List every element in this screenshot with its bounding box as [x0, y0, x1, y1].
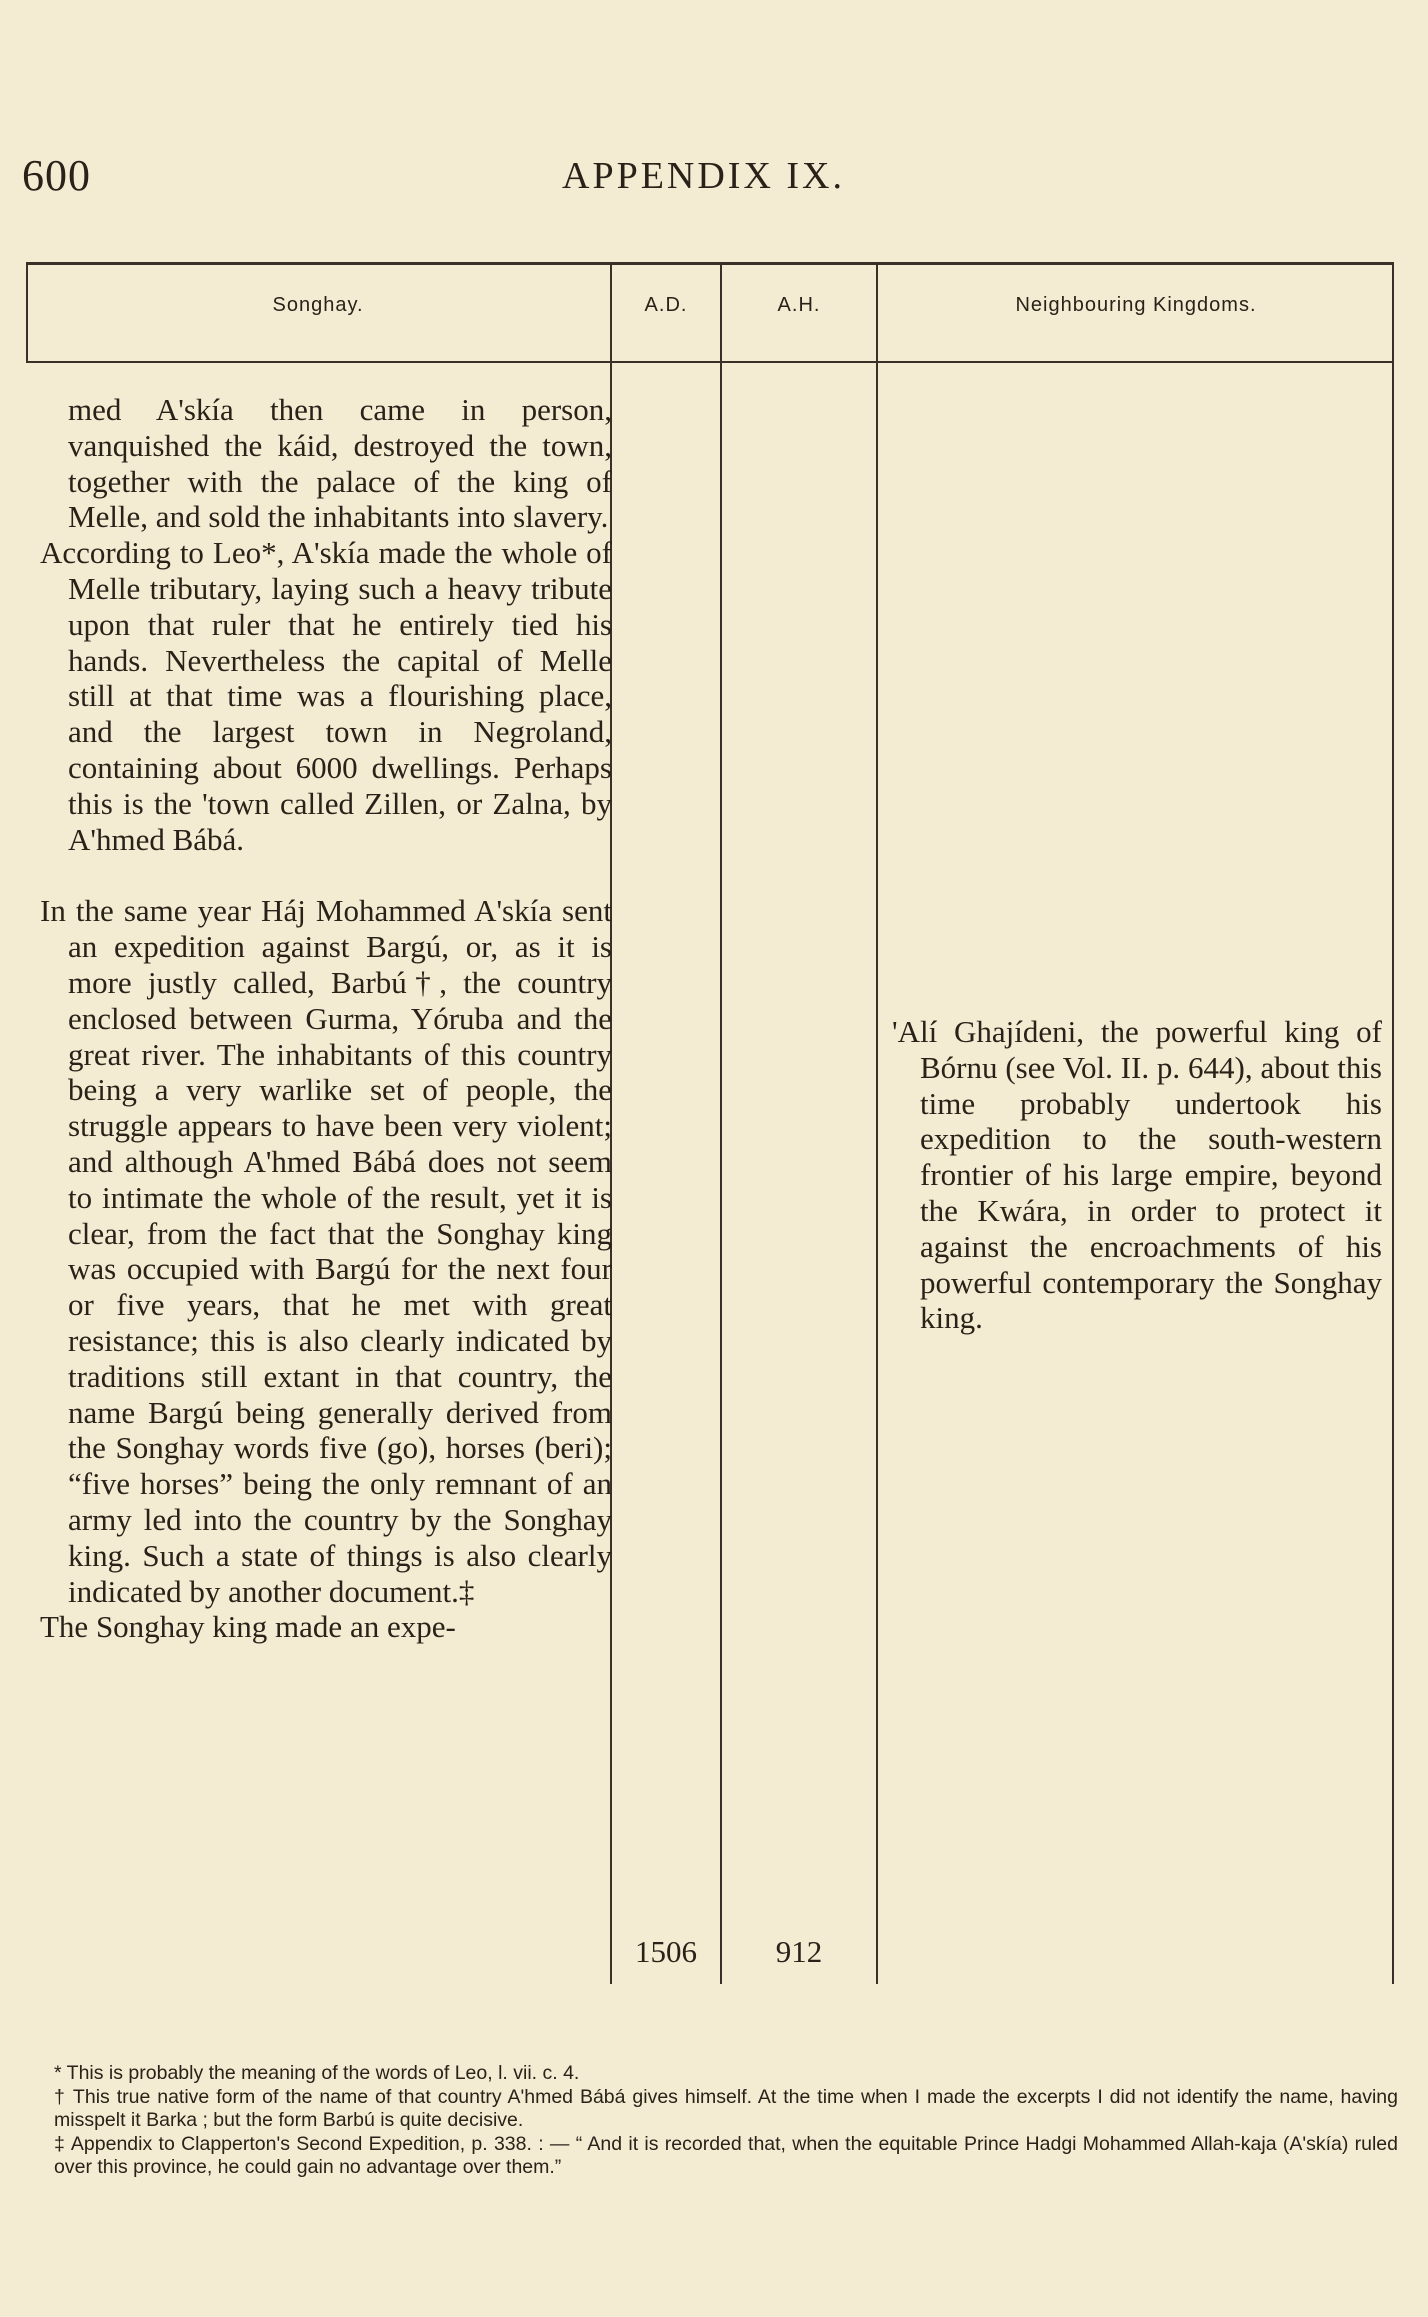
page-header [22, 150, 1382, 210]
year-ah: 912 [775, 1934, 823, 1969]
column-header-neighbouring: Neighbouring Kingdoms. [1015, 294, 1257, 316]
footnotes [30, 2062, 1398, 2180]
running-head: APPENDIX IX. [562, 155, 845, 197]
header-rule-ah [722, 361, 876, 363]
header-rule-ad [612, 361, 720, 363]
header-rule-neighbouring [878, 361, 1394, 363]
column-header-ah: A.H. [777, 294, 821, 316]
year-ad: 1506 [635, 1934, 697, 1969]
footnote-1: * This is probably the meaning of the words of Leo, l. vii. c. 4. [54, 2062, 580, 2084]
page-number: 600 [22, 151, 91, 200]
chronological-table [26, 262, 1394, 1982]
neighbouring-column-text [892, 1014, 1382, 1336]
songhay-paragraph-2: According to Leo*, A'skía made the whole of Melle tributary, laying such a heavy tribute upon that ruler that he entirely tied his hands. Nevertheless the capital of Melle still at that time was a flourishing place, and the largest town in Negroland, containing about 6000 dwellings. Perhaps this is the 'town called Zillen, or Zalna, by A'hmed Bábá. [40, 535, 612, 857]
column-header-songhay: Songhay. [272, 294, 364, 316]
songhay-column-text [40, 392, 612, 1645]
songhay-paragraph-1: med A'skía then came in person, vanquished the káid, destroyed the town, together with the palace of the king of Melle, and sold the inhabitants into slavery. [68, 392, 612, 535]
paragraph-spacer [40, 857, 612, 893]
songhay-paragraph-4: The Songhay king made an expe- [40, 1609, 456, 1645]
column-divider-ah-neighbouring [876, 262, 878, 1984]
table-top-rule [26, 262, 1394, 265]
footnote-3: ‡ Appendix to Clapperton's Second Expedition, p. 338. : — “ And it is recorded that, when the equitable Prince Hadgi Mohammed Allah-kaja (A'skía) ruled over this province, he could gain no advantage over them.” [54, 2132, 1398, 2178]
neighbouring-paragraph-1: 'Alí Ghajídeni, the powerful king of Bórnu (see Vol. II. p. 644), about this time probably undertook his expedition to the south-western frontier of his large empire, beyond the Kwára, in order to protect it against the encroachments of his powerful contemporary the Songhay king. [892, 1014, 1382, 1336]
column-divider-ad-ah [720, 262, 722, 1984]
column-header-ad: A.D. [644, 294, 688, 316]
column-divider-right [1392, 262, 1394, 1984]
header-rule-songhay [26, 361, 610, 363]
songhay-paragraph-3: In the same year Háj Mohammed A'skía sent an expedition against Bargú, or, as it is more justly called, Barbú†, the country enclosed between Gurma, Yóruba and the great river. The inhabitants of this country being a very warlike set of people, the struggle appears to have been very violent; and although A'hmed Bábá does not seem to intimate the whole of the result, yet it is clear, from the fact that the Songhay king was occupied with Bargú for the next four or five years, that he met with great resistance; this is also clearly indicated by traditions still extant in that country, the name Bargú being generally derived from the Songhay words five (go), horses (beri); “five horses” being the only remnant of an army led into the country by the Songhay king. Such a state of things is also clearly indicated by another document.‡ [40, 893, 612, 1609]
footnote-2: † This true native form of the name of that country A'hmed Bábá gives himself. At the time when I made the excerpts I did not identify the name, having misspelt it Barka ; but the form Barbú is quite decisive. [54, 2085, 1398, 2131]
